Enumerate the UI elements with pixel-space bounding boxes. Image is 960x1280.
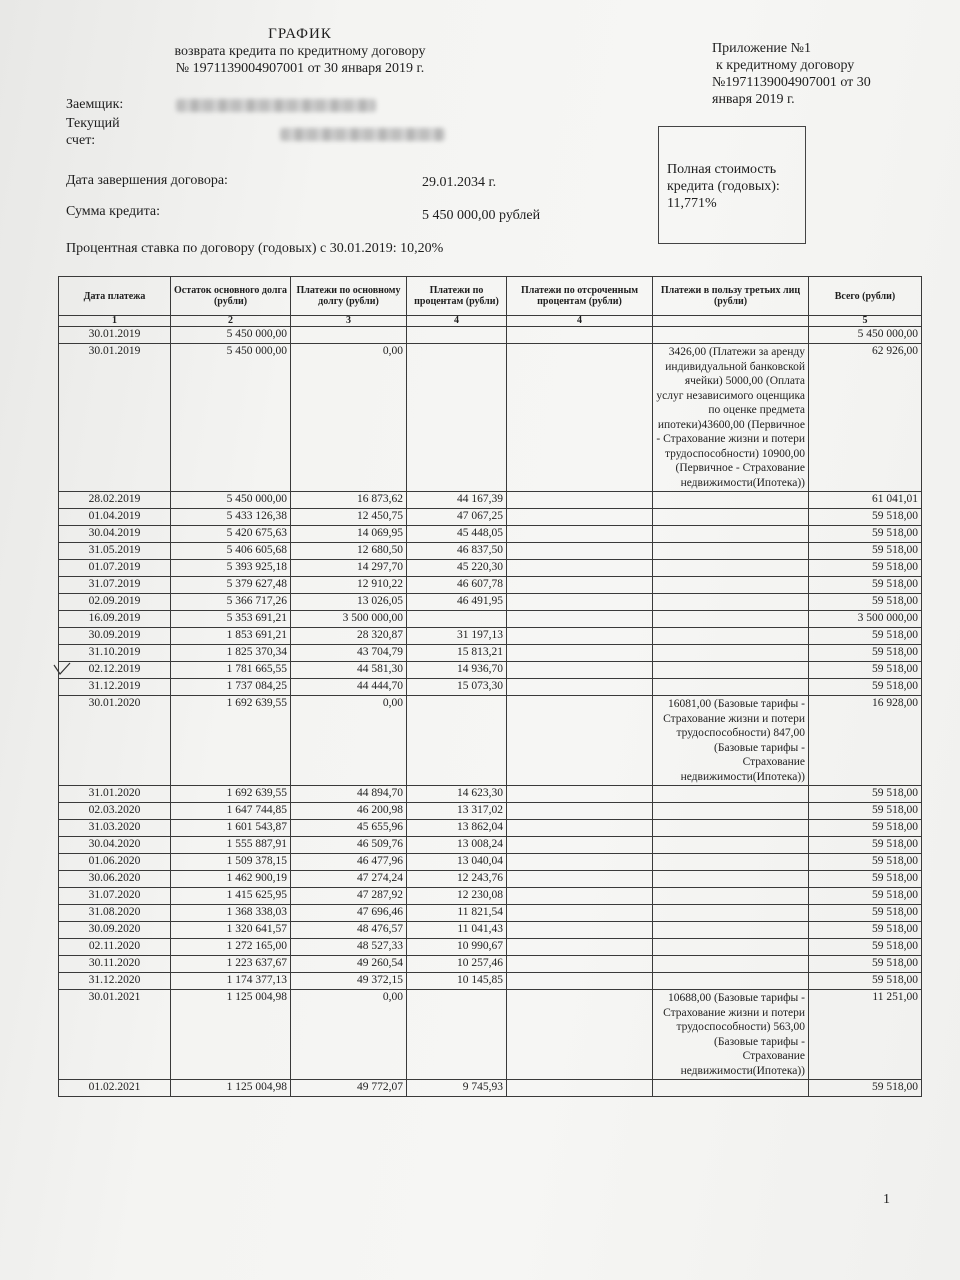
cell-date: 31.03.2020 [59,820,171,837]
redacted-borrower-name [176,99,376,112]
cell-date: 30.11.2020 [59,956,171,973]
cell-deferred [507,905,653,922]
cell-interest: 10 257,46 [407,956,507,973]
cell-interest: 11 821,54 [407,905,507,922]
cell-principal: 0,00 [291,990,407,1080]
cell-total: 59 518,00 [809,1080,922,1097]
cell-third-party [653,854,809,871]
cell-principal: 43 704,79 [291,645,407,662]
cell-third-party [653,645,809,662]
header-deferred: Платежи по отсроченным процентам (рубли) [507,277,653,316]
cell-total: 59 518,00 [809,922,922,939]
cell-interest: 45 220,30 [407,560,507,577]
cell-third-party [653,871,809,888]
cell-date: 31.12.2020 [59,973,171,990]
cell-total: 59 518,00 [809,679,922,696]
cell-deferred [507,888,653,905]
cell-principal: 14 069,95 [291,526,407,543]
cell-date: 30.04.2019 [59,526,171,543]
table-row [59,837,922,854]
schedule-title-block [150,26,450,77]
cell-total: 59 518,00 [809,803,922,820]
account-label-2: счет: [66,133,96,148]
cell-interest: 46 837,50 [407,543,507,560]
table-row [59,509,922,526]
cell-deferred [507,560,653,577]
column-number-row [59,316,922,327]
cell-third-party [653,820,809,837]
full-cost-line-2: кредита (годовых): [667,179,780,194]
cell-date: 30.09.2020 [59,922,171,939]
table-row [59,679,922,696]
cell-deferred [507,611,653,628]
cell-balance: 1 692 639,55 [171,786,291,803]
cell-balance: 1 601 543,87 [171,820,291,837]
cell-date: 01.04.2019 [59,509,171,526]
cell-principal: 47 696,46 [291,905,407,922]
cell-date: 30.09.2019 [59,628,171,645]
cell-third-party [653,543,809,560]
table-row [59,543,922,560]
loan-sum-label: Сумма кредита: [66,204,160,219]
cell-third-party: 3426,00 (Платежи за аренду индивидуальной банковской ячейки) 5000,00 (Оплата услуг независимого оценщика по оценке предмета ипотеки)43600,00 (Первичное - Страхование жизни и потери трудоспособности) 10900,00 (Первичное - Страхование недвижимости(Ипотека)) [653,344,809,492]
header-principal: Платежи по основному долгу (рубли) [291,277,407,316]
full-cost-box [658,126,806,244]
cell-total: 61 041,01 [809,492,922,509]
table-row [59,662,922,679]
cell-third-party [653,662,809,679]
table-row [59,956,922,973]
cell-total: 59 518,00 [809,820,922,837]
cell-deferred [507,492,653,509]
account-label-1: Текущий [66,116,120,131]
cell-principal [291,327,407,344]
cell-balance: 1 125 004,98 [171,1080,291,1097]
cell-principal: 0,00 [291,696,407,786]
cell-total: 59 518,00 [809,854,922,871]
cell-deferred [507,662,653,679]
cell-total: 59 518,00 [809,786,922,803]
table-row [59,820,922,837]
cell-date: 01.02.2021 [59,1080,171,1097]
cell-principal: 12 450,75 [291,509,407,526]
cell-interest: 46 607,78 [407,577,507,594]
loan-sum-value: 5 450 000,00 рублей [422,208,541,223]
cell-total: 3 500 000,00 [809,611,922,628]
col-number: 2 [171,316,291,327]
cell-principal: 46 509,76 [291,837,407,854]
cell-total: 59 518,00 [809,837,922,854]
cell-principal: 44 894,70 [291,786,407,803]
cell-third-party [653,560,809,577]
cell-principal: 14 297,70 [291,560,407,577]
schedule-subtitle-1: возврата кредита по кредитному договору [174,44,426,59]
cell-deferred [507,1080,653,1097]
cell-balance: 5 406 605,68 [171,543,291,560]
cell-principal: 49 372,15 [291,973,407,990]
table-row [59,871,922,888]
cell-third-party [653,837,809,854]
cell-date: 31.07.2020 [59,888,171,905]
cell-principal: 46 200,98 [291,803,407,820]
cell-deferred [507,956,653,973]
cell-interest [407,344,507,492]
cell-total: 59 518,00 [809,509,922,526]
table-row [59,1080,922,1097]
borrower-label: Заемщик: [66,97,124,112]
cell-third-party: 10688,00 (Базовые тарифы - Страхование жизни и потери трудоспособности) 563,00 (Базовые тарифы - Страхование недвижимости(Ипотека)) [653,990,809,1080]
cell-third-party [653,1080,809,1097]
cell-interest: 14 936,70 [407,662,507,679]
cell-third-party [653,679,809,696]
cell-balance: 1 509 378,15 [171,854,291,871]
table-row [59,344,922,492]
cell-interest: 9 745,93 [407,1080,507,1097]
table-row [59,854,922,871]
cell-total: 11 251,00 [809,990,922,1080]
cell-balance: 1 272 165,00 [171,939,291,956]
cell-balance: 1 825 370,34 [171,645,291,662]
appendix-line-3: №1971139004907001 от 30 [712,75,871,90]
cell-balance: 5 433 126,38 [171,509,291,526]
cell-interest: 46 491,95 [407,594,507,611]
cell-interest [407,327,507,344]
cell-date: 31.01.2020 [59,786,171,803]
appendix-line-1: Приложение №1 [712,41,811,56]
header-total: Всего (рубли) [809,277,922,316]
cell-balance: 1 853 691,21 [171,628,291,645]
cell-principal: 49 260,54 [291,956,407,973]
cell-third-party [653,803,809,820]
cell-total: 59 518,00 [809,543,922,560]
cell-third-party [653,526,809,543]
cell-balance: 1 692 639,55 [171,696,291,786]
cell-principal: 49 772,07 [291,1080,407,1097]
table-header-row [59,277,922,316]
cell-deferred [507,344,653,492]
cell-date: 31.12.2019 [59,679,171,696]
cell-total: 59 518,00 [809,662,922,679]
cell-third-party [653,327,809,344]
full-cost-line-1: Полная стоимость [667,162,777,177]
cell-principal: 48 527,33 [291,939,407,956]
cell-interest: 31 197,13 [407,628,507,645]
header-third-party: Платежи в пользу третьих лиц (рубли) [653,277,809,316]
cell-third-party [653,973,809,990]
cell-principal: 45 655,96 [291,820,407,837]
header-balance: Остаток основного долга (рубли) [171,277,291,316]
cell-deferred [507,922,653,939]
cell-total: 59 518,00 [809,577,922,594]
cell-balance: 5 450 000,00 [171,344,291,492]
cell-date: 30.01.2019 [59,344,171,492]
cell-deferred [507,990,653,1080]
cell-total: 59 518,00 [809,560,922,577]
cell-date: 30.01.2019 [59,327,171,344]
cell-deferred [507,543,653,560]
cell-total: 59 518,00 [809,871,922,888]
cell-principal: 13 026,05 [291,594,407,611]
cell-date: 30.04.2020 [59,837,171,854]
cell-deferred [507,577,653,594]
cell-date: 02.11.2020 [59,939,171,956]
table-row [59,594,922,611]
cell-balance: 5 379 627,48 [171,577,291,594]
cell-date: 28.02.2019 [59,492,171,509]
cell-interest: 13 008,24 [407,837,507,854]
cell-interest: 44 167,39 [407,492,507,509]
table-row [59,492,922,509]
appendix-note [712,40,922,108]
cell-interest: 10 145,85 [407,973,507,990]
cell-principal: 48 476,57 [291,922,407,939]
cell-date: 02.12.2019 [59,662,171,679]
cell-interest [407,611,507,628]
table-row [59,922,922,939]
cell-interest: 15 813,21 [407,645,507,662]
cell-total: 59 518,00 [809,628,922,645]
cell-date: 30.01.2020 [59,696,171,786]
cell-deferred [507,509,653,526]
cell-total: 5 450 000,00 [809,327,922,344]
cell-deferred [507,939,653,956]
table-row [59,628,922,645]
table-row [59,577,922,594]
cell-third-party [653,939,809,956]
cell-date: 02.03.2020 [59,803,171,820]
cell-total: 59 518,00 [809,645,922,662]
cell-deferred [507,696,653,786]
payment-schedule-table [58,276,922,1097]
cell-balance: 1 781 665,55 [171,662,291,679]
cell-interest: 13 040,04 [407,854,507,871]
cell-balance: 1 647 744,85 [171,803,291,820]
cell-balance: 5 450 000,00 [171,327,291,344]
cell-interest: 10 990,67 [407,939,507,956]
table-row [59,611,922,628]
cell-interest [407,696,507,786]
cell-interest: 13 317,02 [407,803,507,820]
cell-principal: 44 444,70 [291,679,407,696]
cell-total: 59 518,00 [809,956,922,973]
redacted-account-number [280,128,445,141]
table-row [59,990,922,1080]
cell-balance: 1 125 004,98 [171,990,291,1080]
cell-third-party [653,509,809,526]
cell-date: 01.06.2020 [59,854,171,871]
cell-total: 59 518,00 [809,526,922,543]
table-row [59,645,922,662]
cell-principal: 16 873,62 [291,492,407,509]
cell-deferred [507,645,653,662]
page-number: 1 [883,1192,890,1207]
table-row [59,526,922,543]
cell-balance: 1 555 887,91 [171,837,291,854]
table-row [59,327,922,344]
cell-principal: 47 287,92 [291,888,407,905]
cell-third-party [653,888,809,905]
cell-balance: 1 368 338,03 [171,905,291,922]
schedule-subtitle-2: № 1971139004907001 от 30 января 2019 г. [175,61,425,76]
cell-principal: 47 274,24 [291,871,407,888]
col-number: 4 [407,316,507,327]
full-cost-value: 11,771% [667,196,717,211]
interest-rate-line: Процентная ставка по договору (годовых) с 30.01.2019: 10,20% [66,241,444,256]
col-number: 3 [291,316,407,327]
cell-third-party [653,905,809,922]
col-number [653,316,809,327]
cell-principal: 0,00 [291,344,407,492]
cell-date: 16.09.2019 [59,611,171,628]
cell-total: 59 518,00 [809,594,922,611]
col-number: 1 [59,316,171,327]
cell-interest: 12 230,08 [407,888,507,905]
table-row [59,888,922,905]
cell-principal: 12 910,22 [291,577,407,594]
cell-third-party: 16081,00 (Базовые тарифы - Страхование жизни и потери трудоспособности) 847,00 (Базовые тарифы - Страхование недвижимости(Ипотека)) [653,696,809,786]
cell-third-party [653,594,809,611]
cell-deferred [507,803,653,820]
cell-principal: 46 477,96 [291,854,407,871]
schedule-title: ГРАФИК [268,26,332,42]
cell-balance: 5 450 000,00 [171,492,291,509]
cell-third-party [653,577,809,594]
table-row [59,696,922,786]
table-row [59,560,922,577]
cell-total: 62 926,00 [809,344,922,492]
cell-principal: 44 581,30 [291,662,407,679]
col-number: 5 [809,316,922,327]
cell-balance: 5 393 925,18 [171,560,291,577]
cell-date: 01.07.2019 [59,560,171,577]
cell-balance: 5 366 717,26 [171,594,291,611]
table-row [59,939,922,956]
cell-balance: 1 737 084,25 [171,679,291,696]
header-interest: Платежи по процентам (рубли) [407,277,507,316]
cell-balance: 1 462 900,19 [171,871,291,888]
cell-interest: 45 448,05 [407,526,507,543]
end-date-value: 29.01.2034 г. [422,175,497,190]
cell-interest: 11 041,43 [407,922,507,939]
header-date: Дата платежа [59,277,171,316]
end-date-label: Дата завершения договора: [66,173,228,188]
cell-balance: 1 415 625,95 [171,888,291,905]
cell-date: 31.10.2019 [59,645,171,662]
cell-total: 59 518,00 [809,973,922,990]
cell-balance: 1 223 637,67 [171,956,291,973]
cell-deferred [507,594,653,611]
cell-deferred [507,854,653,871]
cell-balance: 1 320 641,57 [171,922,291,939]
cell-total: 59 518,00 [809,888,922,905]
table-row [59,973,922,990]
cell-principal: 3 500 000,00 [291,611,407,628]
appendix-line-2: к кредитному договору [716,58,855,73]
cell-deferred [507,973,653,990]
cell-principal: 28 320,87 [291,628,407,645]
cell-date: 30.01.2021 [59,990,171,1080]
cell-deferred [507,837,653,854]
cell-balance: 5 420 675,63 [171,526,291,543]
table-row [59,786,922,803]
cell-third-party [653,922,809,939]
cell-deferred [507,786,653,803]
cell-balance: 5 353 691,21 [171,611,291,628]
cell-interest: 12 243,76 [407,871,507,888]
cell-interest [407,990,507,1080]
table-row [59,803,922,820]
cell-deferred [507,871,653,888]
col-number: 4 [507,316,653,327]
cell-third-party [653,628,809,645]
cell-interest: 47 067,25 [407,509,507,526]
table-row [59,905,922,922]
cell-interest: 13 862,04 [407,820,507,837]
cell-deferred [507,526,653,543]
cell-deferred [507,820,653,837]
cell-date: 30.06.2020 [59,871,171,888]
appendix-line-4: января 2019 г. [712,92,795,107]
cell-third-party [653,786,809,803]
cell-date: 31.07.2019 [59,577,171,594]
cell-date: 31.08.2020 [59,905,171,922]
cell-total: 59 518,00 [809,939,922,956]
cell-deferred [507,628,653,645]
cell-total: 59 518,00 [809,905,922,922]
cell-interest: 14 623,30 [407,786,507,803]
cell-deferred [507,327,653,344]
cell-total: 16 928,00 [809,696,922,786]
cell-date: 31.05.2019 [59,543,171,560]
cell-balance: 1 174 377,13 [171,973,291,990]
cell-date: 02.09.2019 [59,594,171,611]
cell-third-party [653,492,809,509]
cell-third-party [653,611,809,628]
cell-interest: 15 073,30 [407,679,507,696]
cell-third-party [653,956,809,973]
cell-principal: 12 680,50 [291,543,407,560]
cell-deferred [507,679,653,696]
